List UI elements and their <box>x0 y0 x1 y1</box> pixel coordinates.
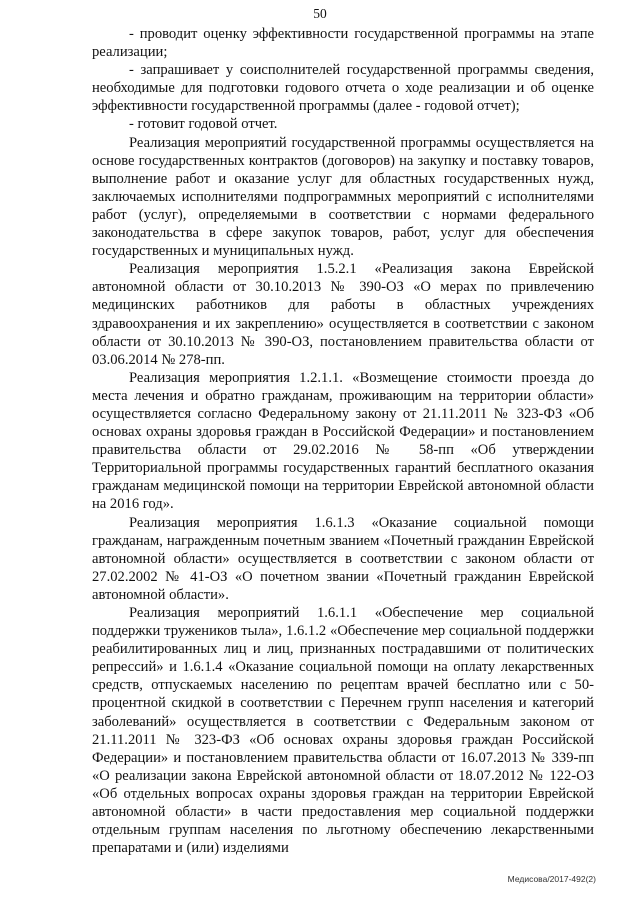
paragraph-state-contracts: Реализация мероприятий государственной программы осуществляется на основе государственных контрактов (договоров) на закупку и поставку товаров, выполнение работ и оказание услуг для областных государственных нужд, заключаемых исполнителями подпрограммных мероприятий с исполнителями работ (услуг), определяемыми в соответствии с нормами федерального законодательства в сфере закупок товаров, работ, услуг для обеспечения государственных и муниципальных нужд. <box>92 134 594 260</box>
paragraph-measure-1-5-2-1: Реализация мероприятия 1.5.2.1 «Реализация закона Еврейской автономной области от 30.10.2013 № 390-ОЗ «О мерах по привлечению медицинских работников для работы в областных учреждениях здравоохранения и их закреплению» осуществляется в соответствии с законом области от 30.10.2013 № 390-ОЗ, постановлением правительства области от 03.06.2014 № 278-пп. <box>92 261 594 368</box>
paragraph-request-information: - запрашивает у соисполнителей государственной программы сведения, необходимые для подготовки годового отчета о ходе реализации и об оценке эффективности государственной программы (далее - годовой отчет); <box>92 62 594 115</box>
document-body <box>92 25 594 857</box>
paragraph-evaluate-effectiveness: - проводит оценку эффективности государственной программы на этапе реализации; <box>92 26 594 61</box>
document-footer-code: Медисова/2017-492(2) <box>507 874 596 884</box>
paragraph-prepare-annual-report: - готовит годовой отчет. <box>129 116 278 133</box>
paragraph-measure-1-6-1-3: Реализация мероприятия 1.6.1.3 «Оказание социальной помощи гражданам, награжденным почетным званием «Почетный гражданин Еврейской автономной области» осуществляется в соответствии с законом области от 27.02.2002 № 41-ОЗ «О почетном звании «Почетный гражданин Еврейской автономной области». <box>92 514 594 603</box>
paragraph-measures-1-6-1-1: Реализация мероприятий 1.6.1.1 «Обеспечение мер социальной поддержки тружеников тыла», 1.6.1.2 «Обеспечение мер социальной поддержки реабилитированных лиц и лиц, признанных пострадавшими от политических репрессий» и 1.6.1.4 «Оказание социальной помощи на оплату лекарственных средств, отпускаемых населению по рецептам врачей бесплатно или с 50-процентной скидкой в соответствии с Перечнем групп населения и категорий заболеваний» осуществляется в соответствии с Федеральным законом от 21.11.2011 № 323-ФЗ «Об основах охраны здоровья граждан Российской Федерации» и постановлением правительства области от 16.07.2013 № 339-пп «О реализации закона Еврейской автономной области от 18.07.2012 № 122-ОЗ «Об отдельных вопросах охраны здоровья граждан на территории Еврейской автономной области» в части предоставления мер социальной поддержки отдельным группам населения по льготному обеспечению лекарственными препаратами и (или) изделиями <box>92 605 594 857</box>
page-number: 50 <box>313 6 327 21</box>
paragraph-measure-1-2-1-1: Реализация мероприятия 1.2.1.1. «Возмещение стоимости проезда до места лечения и обратно гражданам, проживающим на территории области» осуществляется согласно Федеральному закону от 21.11.2011 № 323-ФЗ «Об основах охраны здоровья граждан в Российской Федерации» и постановлением правительства области от 29.02.2016 № 58-пп «Об утверждении Территориальной программы государственных гарантий бесплатного оказания гражданам медицинской помощи на территории Еврейской автономной области на 2016 год». <box>92 369 594 513</box>
